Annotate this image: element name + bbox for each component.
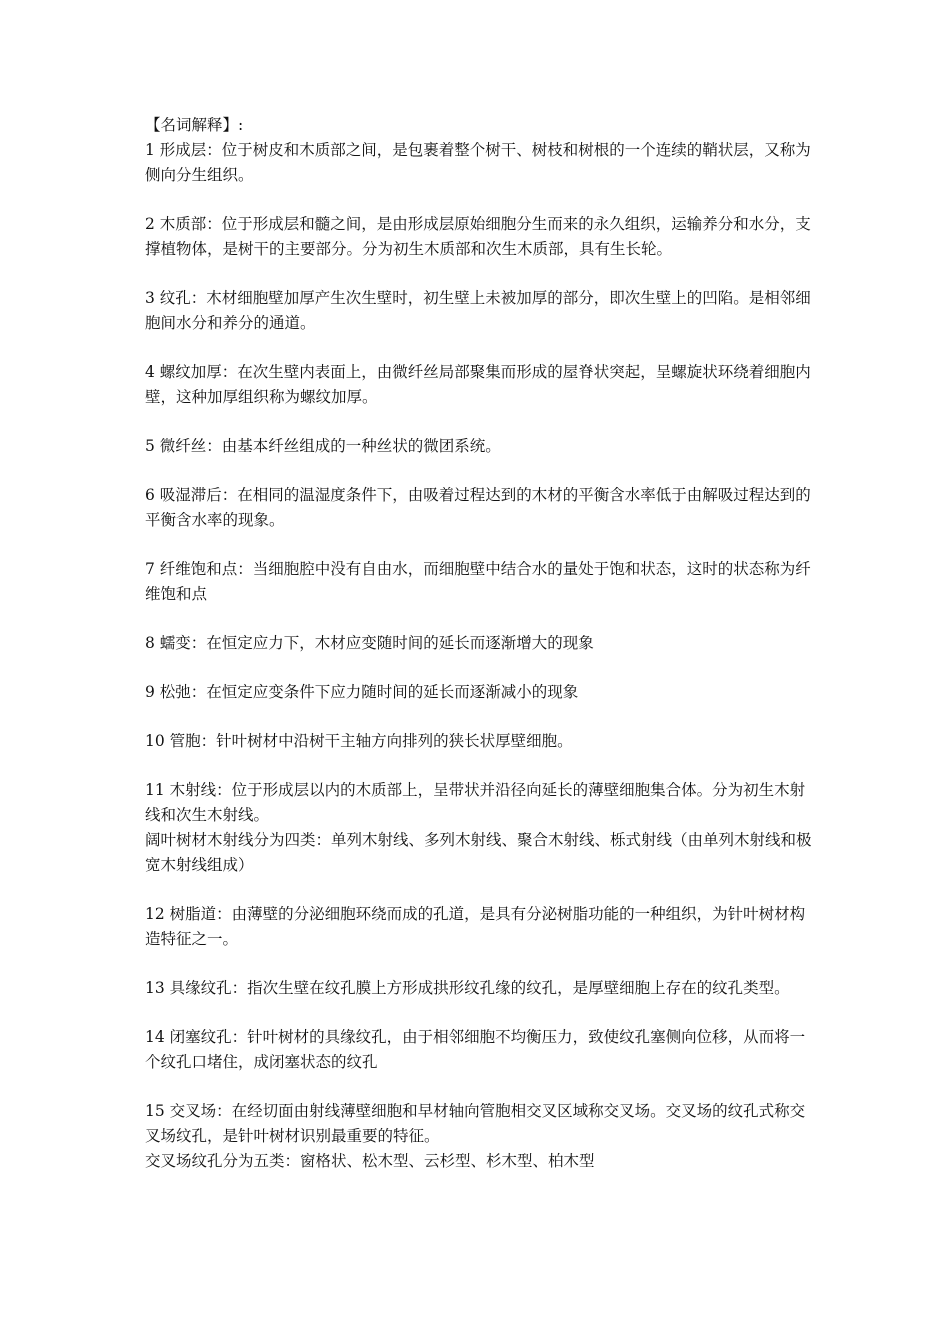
definition-text: 4 螺纹加厚：在次生壁内表面上，由微纤丝局部聚集而形成的屋脊状突起，呈螺旋状环绕着细胞内壁，这种加厚组织称为螺纹加厚。 [145, 363, 811, 406]
definition-entry [145, 212, 813, 262]
definition-text: 5 微纤丝：由基本纤丝组成的一种丝状的微团系统。 [145, 437, 501, 455]
definition-text: 10 管胞：针叶树材中沿树干主轴方向排列的狭长状厚壁细胞。 [145, 732, 573, 750]
definition-entry [145, 680, 813, 705]
definition-entry [145, 902, 813, 952]
definition-entry [145, 434, 813, 459]
definition-text: 12 树脂道：由薄壁的分泌细胞环绕而成的孔道，是具有分泌树脂功能的一种组织，为针叶树材构造特征之一。 [145, 905, 806, 948]
definition-text: 2 木质部：位于形成层和髓之间，是由形成层原始细胞分生而来的永久组织，运输养分和水分，支撑植物体，是树干的主要部分。分为初生木质部和次生木质部，具有生长轮。 [145, 215, 811, 258]
definition-text: 13 具缘纹孔：指次生壁在纹孔膜上方形成拱形纹孔缘的纹孔，是厚壁细胞上存在的纹孔类型。 [145, 979, 790, 997]
definition-entry [145, 138, 813, 188]
definition-text: 14 闭塞纹孔：针叶树材的具缘纹孔，由于相邻细胞不均衡压力，致使纹孔塞侧向位移，从而将一个纹孔口堵住，成闭塞状态的纹孔 [145, 1028, 806, 1071]
definition-entry [145, 631, 813, 656]
definition-text: 8 蠕变：在恒定应力下，木材应变随时间的延长而逐渐增大的现象 [145, 634, 594, 652]
definition-text: 3 纹孔：木材细胞壁加厚产生次生壁时，初生壁上未被加厚的部分，即次生壁上的凹陷。是相邻细胞间水分和养分的通道。 [145, 289, 811, 332]
definition-entry [145, 778, 813, 878]
definition-entry [145, 1099, 813, 1174]
definition-text: 7 纤维饱和点：当细胞腔中没有自由水，而细胞壁中结合水的量处于饱和状态，这时的状态称为纤维饱和点 [145, 560, 811, 603]
section-heading: 【名词解释】: [145, 116, 244, 134]
definition-list [145, 138, 813, 1174]
definition-entry [145, 976, 813, 1001]
definition-text: 6 吸湿滞后：在相同的温湿度条件下，由吸着过程达到的木材的平衡含水率低于由解吸过程达到的平衡含水率的现象。 [145, 486, 811, 529]
definition-entry [145, 1025, 813, 1075]
definition-text: 交叉场纹孔分为五类：窗格状、松木型、云杉型、杉木型、柏木型 [145, 1152, 595, 1170]
definition-text: 阔叶树材木射线分为四类：单列木射线、多列木射线、聚合木射线、栎式射线（由单列木射线和极宽木射线组成） [145, 831, 812, 874]
definition-entry [145, 557, 813, 607]
definition-text: 9 松弛：在恒定应变条件下应力随时间的延长而逐渐减小的现象 [145, 683, 579, 701]
definition-text: 1 形成层：位于树皮和木质部之间，是包裹着整个树干、树枝和树根的一个连续的鞘状层，又称为侧向分生组织。 [145, 141, 811, 184]
definition-text: 15 交叉场：在经切面由射线薄壁细胞和早材轴向管胞相交叉区域称交叉场。交叉场的纹孔式称交叉场纹孔，是针叶树材识别最重要的特征。 [145, 1102, 806, 1145]
definition-entry [145, 360, 813, 410]
definition-entry [145, 483, 813, 533]
definition-entry [145, 729, 813, 754]
definition-entry [145, 286, 813, 336]
document-body [145, 113, 813, 1198]
definition-text: 11 木射线：位于形成层以内的木质部上，呈带状并沿径向延长的薄壁细胞集合体。分为初生木射线和次生木射线。 [145, 781, 806, 824]
